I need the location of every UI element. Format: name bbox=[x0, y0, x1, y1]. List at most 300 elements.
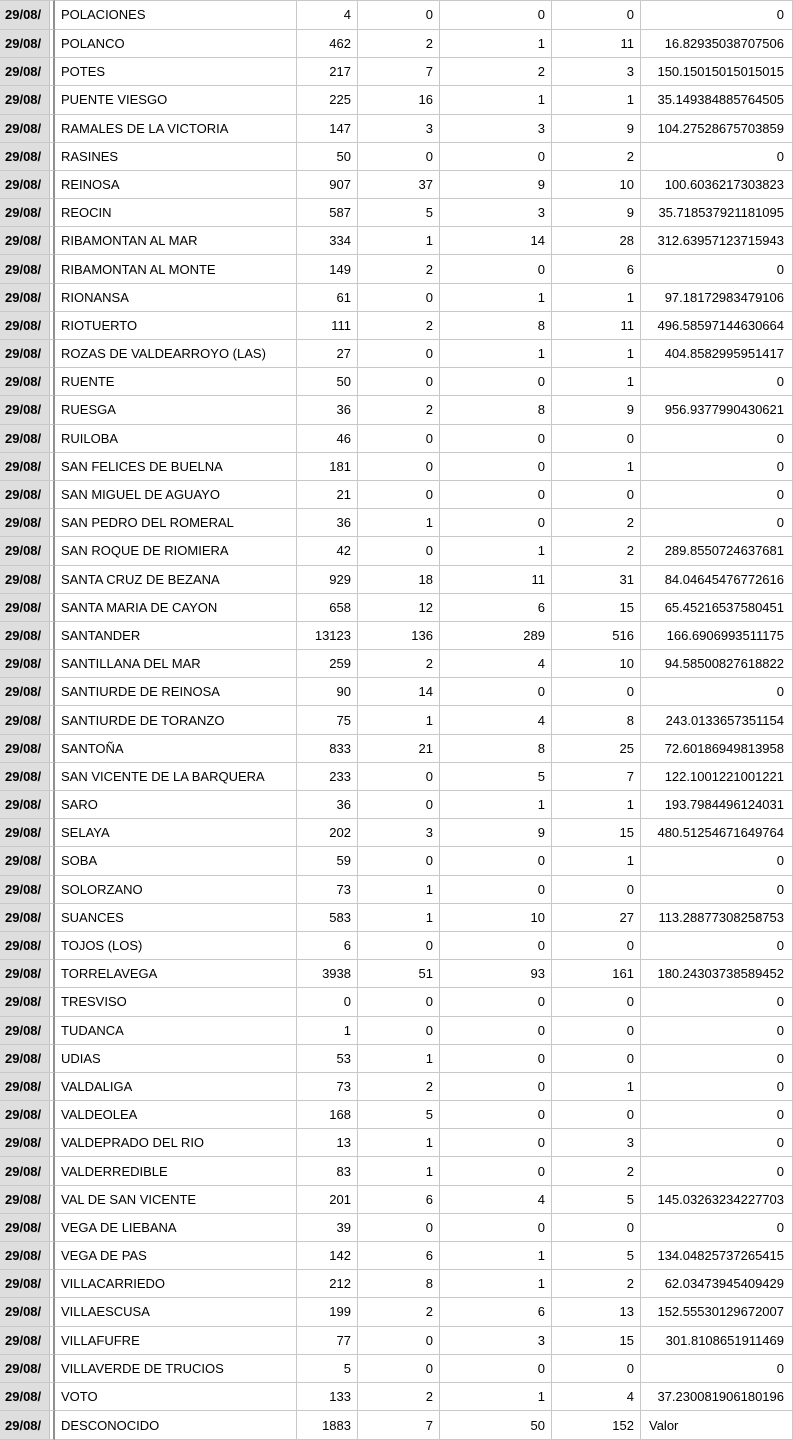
date-cell[interactable]: 29/08/ bbox=[0, 735, 55, 763]
value-cell[interactable]: 13 bbox=[297, 1129, 358, 1157]
municipality-cell[interactable]: SAN VICENTE DE LA BARQUERA bbox=[55, 763, 297, 791]
value-cell[interactable]: 202 bbox=[297, 819, 358, 847]
value-cell[interactable]: 2 bbox=[358, 396, 440, 424]
value-cell[interactable]: 0 bbox=[552, 1017, 641, 1045]
value-cell[interactable]: 0 bbox=[440, 932, 552, 960]
date-cell[interactable]: 29/08/ bbox=[0, 594, 55, 622]
value-cell[interactable]: 7 bbox=[358, 1411, 440, 1440]
value-cell[interactable]: 4 bbox=[440, 650, 552, 678]
value-cell[interactable]: 1 bbox=[358, 876, 440, 904]
value-cell[interactable]: 5 bbox=[552, 1186, 641, 1214]
value-cell[interactable]: 1 bbox=[552, 791, 641, 819]
valor-cell[interactable]: 166.6906993511175 bbox=[641, 622, 793, 650]
date-cell[interactable]: 29/08/ bbox=[0, 425, 55, 453]
municipality-cell[interactable]: SAN FELICES DE BUELNA bbox=[55, 453, 297, 481]
value-cell[interactable]: 3 bbox=[358, 115, 440, 143]
value-cell[interactable]: 11 bbox=[440, 566, 552, 594]
valor-cell[interactable]: 0 bbox=[641, 255, 793, 283]
date-cell[interactable]: 29/08/ bbox=[0, 1355, 55, 1383]
valor-cell[interactable]: 0 bbox=[641, 425, 793, 453]
date-cell[interactable]: 29/08/ bbox=[0, 1383, 55, 1411]
value-cell[interactable]: 0 bbox=[358, 0, 440, 30]
value-cell[interactable]: 2 bbox=[440, 58, 552, 86]
value-cell[interactable]: 0 bbox=[440, 1045, 552, 1073]
date-cell[interactable]: 29/08/ bbox=[0, 1270, 55, 1298]
value-cell[interactable]: 587 bbox=[297, 199, 358, 227]
valor-cell[interactable]: 113.28877308258753 bbox=[641, 904, 793, 932]
municipality-cell[interactable]: VILLAESCUSA bbox=[55, 1298, 297, 1326]
value-cell[interactable]: 15 bbox=[552, 819, 641, 847]
value-cell[interactable]: 8 bbox=[440, 396, 552, 424]
value-cell[interactable]: 0 bbox=[440, 1101, 552, 1129]
valor-cell[interactable]: 16.82935038707506 bbox=[641, 30, 793, 58]
date-cell[interactable]: 29/08/ bbox=[0, 932, 55, 960]
value-cell[interactable]: 12 bbox=[358, 594, 440, 622]
value-cell[interactable]: 5 bbox=[358, 199, 440, 227]
value-cell[interactable]: 75 bbox=[297, 706, 358, 734]
value-cell[interactable]: 1 bbox=[440, 284, 552, 312]
value-cell[interactable]: 28 bbox=[552, 227, 641, 255]
value-cell[interactable]: 0 bbox=[358, 988, 440, 1016]
date-cell[interactable]: 29/08/ bbox=[0, 58, 55, 86]
date-cell[interactable]: 29/08/ bbox=[0, 791, 55, 819]
value-cell[interactable]: 3 bbox=[440, 199, 552, 227]
municipality-cell[interactable]: DESCONOCIDO bbox=[55, 1411, 297, 1440]
valor-cell[interactable]: 0 bbox=[641, 143, 793, 171]
date-cell[interactable]: 29/08/ bbox=[0, 171, 55, 199]
value-cell[interactable]: 10 bbox=[552, 650, 641, 678]
valor-cell[interactable]: 145.03263234227703 bbox=[641, 1186, 793, 1214]
value-cell[interactable]: 9 bbox=[440, 171, 552, 199]
municipality-cell[interactable]: VOTO bbox=[55, 1383, 297, 1411]
valor-cell[interactable]: 97.18172983479106 bbox=[641, 284, 793, 312]
value-cell[interactable]: 0 bbox=[552, 988, 641, 1016]
date-cell[interactable]: 29/08/ bbox=[0, 368, 55, 396]
value-cell[interactable]: 46 bbox=[297, 425, 358, 453]
value-cell[interactable]: 3938 bbox=[297, 960, 358, 988]
value-cell[interactable]: 0 bbox=[440, 1073, 552, 1101]
date-cell[interactable]: 29/08/ bbox=[0, 960, 55, 988]
value-cell[interactable]: 0 bbox=[440, 1355, 552, 1383]
value-cell[interactable]: 11 bbox=[552, 30, 641, 58]
value-cell[interactable]: 16 bbox=[358, 86, 440, 114]
value-cell[interactable]: 0 bbox=[358, 1327, 440, 1355]
value-cell[interactable]: 0 bbox=[552, 876, 641, 904]
date-cell[interactable]: 29/08/ bbox=[0, 1327, 55, 1355]
date-cell[interactable]: 29/08/ bbox=[0, 988, 55, 1016]
value-cell[interactable]: 0 bbox=[358, 425, 440, 453]
value-cell[interactable]: 0 bbox=[440, 678, 552, 706]
value-cell[interactable]: 1 bbox=[440, 1383, 552, 1411]
value-cell[interactable]: 0 bbox=[440, 1157, 552, 1185]
value-cell[interactable]: 9 bbox=[552, 115, 641, 143]
date-cell[interactable]: 29/08/ bbox=[0, 1157, 55, 1185]
municipality-cell[interactable]: RUENTE bbox=[55, 368, 297, 396]
date-cell[interactable]: 29/08/ bbox=[0, 678, 55, 706]
value-cell[interactable]: 1 bbox=[358, 1045, 440, 1073]
date-cell[interactable]: 29/08/ bbox=[0, 0, 55, 30]
date-cell[interactable]: 29/08/ bbox=[0, 30, 55, 58]
valor-cell[interactable]: 84.04645476772616 bbox=[641, 566, 793, 594]
date-cell[interactable]: 29/08/ bbox=[0, 876, 55, 904]
valor-cell[interactable]: 956.9377990430621 bbox=[641, 396, 793, 424]
date-cell[interactable]: 29/08/ bbox=[0, 1214, 55, 1242]
value-cell[interactable]: 73 bbox=[297, 876, 358, 904]
municipality-cell[interactable]: SARO bbox=[55, 791, 297, 819]
value-cell[interactable]: 3 bbox=[552, 1129, 641, 1157]
municipality-cell[interactable]: VAL DE SAN VICENTE bbox=[55, 1186, 297, 1214]
valor-cell[interactable]: 0 bbox=[641, 1214, 793, 1242]
value-cell[interactable]: 2 bbox=[358, 1298, 440, 1326]
value-cell[interactable]: 10 bbox=[552, 171, 641, 199]
valor-cell[interactable]: 243.0133657351154 bbox=[641, 706, 793, 734]
date-cell[interactable]: 29/08/ bbox=[0, 1045, 55, 1073]
valor-cell[interactable]: 0 bbox=[641, 932, 793, 960]
value-cell[interactable]: 0 bbox=[552, 1101, 641, 1129]
municipality-cell[interactable]: SUANCES bbox=[55, 904, 297, 932]
municipality-cell[interactable]: UDIAS bbox=[55, 1045, 297, 1073]
value-cell[interactable]: 11 bbox=[552, 312, 641, 340]
date-cell[interactable]: 29/08/ bbox=[0, 396, 55, 424]
value-cell[interactable]: 36 bbox=[297, 396, 358, 424]
value-cell[interactable]: 7 bbox=[552, 763, 641, 791]
municipality-cell[interactable]: VALDERREDIBLE bbox=[55, 1157, 297, 1185]
value-cell[interactable]: 0 bbox=[440, 368, 552, 396]
value-cell[interactable]: 142 bbox=[297, 1242, 358, 1270]
municipality-cell[interactable]: VILLAVERDE DE TRUCIOS bbox=[55, 1355, 297, 1383]
municipality-cell[interactable]: POLACIONES bbox=[55, 0, 297, 30]
municipality-cell[interactable]: SANTIURDE DE TORANZO bbox=[55, 706, 297, 734]
value-cell[interactable]: 8 bbox=[358, 1270, 440, 1298]
value-cell[interactable]: 0 bbox=[358, 1017, 440, 1045]
value-cell[interactable]: 161 bbox=[552, 960, 641, 988]
value-cell[interactable]: 168 bbox=[297, 1101, 358, 1129]
value-cell[interactable]: 0 bbox=[552, 1214, 641, 1242]
value-cell[interactable]: 15 bbox=[552, 594, 641, 622]
value-cell[interactable]: 111 bbox=[297, 312, 358, 340]
date-cell[interactable]: 29/08/ bbox=[0, 115, 55, 143]
date-cell[interactable]: 29/08/ bbox=[0, 1186, 55, 1214]
municipality-cell[interactable]: RUILOBA bbox=[55, 425, 297, 453]
value-cell[interactable]: 5 bbox=[552, 1242, 641, 1270]
value-cell[interactable]: 1 bbox=[358, 706, 440, 734]
municipality-cell[interactable]: SELAYA bbox=[55, 819, 297, 847]
valor-cell[interactable]: 0 bbox=[641, 0, 793, 30]
value-cell[interactable]: 61 bbox=[297, 284, 358, 312]
municipality-cell[interactable]: PUENTE VIESGO bbox=[55, 86, 297, 114]
value-cell[interactable]: 2 bbox=[358, 1383, 440, 1411]
date-cell[interactable]: 29/08/ bbox=[0, 650, 55, 678]
value-cell[interactable]: 42 bbox=[297, 537, 358, 565]
municipality-cell[interactable]: RASINES bbox=[55, 143, 297, 171]
municipality-cell[interactable]: POLANCO bbox=[55, 30, 297, 58]
municipality-cell[interactable]: SANTA MARIA DE CAYON bbox=[55, 594, 297, 622]
municipality-cell[interactable]: VILLACARRIEDO bbox=[55, 1270, 297, 1298]
date-cell[interactable]: 29/08/ bbox=[0, 1129, 55, 1157]
municipality-cell[interactable]: TUDANCA bbox=[55, 1017, 297, 1045]
value-cell[interactable]: 1 bbox=[552, 368, 641, 396]
valor-cell[interactable]: 94.58500827618822 bbox=[641, 650, 793, 678]
valor-cell[interactable]: 289.8550724637681 bbox=[641, 537, 793, 565]
value-cell[interactable]: 0 bbox=[358, 763, 440, 791]
date-cell[interactable]: 29/08/ bbox=[0, 481, 55, 509]
value-cell[interactable]: 4 bbox=[297, 0, 358, 30]
value-cell[interactable]: 27 bbox=[297, 340, 358, 368]
value-cell[interactable]: 10 bbox=[440, 904, 552, 932]
valor-cell[interactable]: 0 bbox=[641, 1355, 793, 1383]
value-cell[interactable]: 1 bbox=[297, 1017, 358, 1045]
municipality-cell[interactable]: REINOSA bbox=[55, 171, 297, 199]
valor-cell[interactable]: 0 bbox=[641, 1101, 793, 1129]
date-cell[interactable]: 29/08/ bbox=[0, 453, 55, 481]
value-cell[interactable]: 0 bbox=[358, 847, 440, 875]
valor-cell[interactable]: 0 bbox=[641, 368, 793, 396]
municipality-cell[interactable]: SOBA bbox=[55, 847, 297, 875]
value-cell[interactable]: 0 bbox=[440, 847, 552, 875]
value-cell[interactable]: 181 bbox=[297, 453, 358, 481]
value-cell[interactable]: 1 bbox=[358, 509, 440, 537]
value-cell[interactable]: 3 bbox=[440, 115, 552, 143]
value-cell[interactable]: 0 bbox=[440, 425, 552, 453]
value-cell[interactable]: 0 bbox=[440, 143, 552, 171]
value-cell[interactable]: 0 bbox=[440, 1214, 552, 1242]
valor-cell[interactable]: 100.6036217303823 bbox=[641, 171, 793, 199]
value-cell[interactable]: 77 bbox=[297, 1327, 358, 1355]
value-cell[interactable]: 53 bbox=[297, 1045, 358, 1073]
value-cell[interactable]: 1 bbox=[440, 30, 552, 58]
date-cell[interactable]: 29/08/ bbox=[0, 763, 55, 791]
value-cell[interactable]: 6 bbox=[440, 594, 552, 622]
value-cell[interactable]: 152 bbox=[552, 1411, 641, 1440]
date-cell[interactable]: 29/08/ bbox=[0, 1073, 55, 1101]
value-cell[interactable]: 136 bbox=[358, 622, 440, 650]
value-cell[interactable]: 1 bbox=[552, 847, 641, 875]
municipality-cell[interactable]: SAN PEDRO DEL ROMERAL bbox=[55, 509, 297, 537]
value-cell[interactable]: 8 bbox=[552, 706, 641, 734]
value-cell[interactable]: 133 bbox=[297, 1383, 358, 1411]
valor-cell[interactable]: 0 bbox=[641, 876, 793, 904]
value-cell[interactable]: 73 bbox=[297, 1073, 358, 1101]
municipality-cell[interactable]: SANTOÑA bbox=[55, 735, 297, 763]
value-cell[interactable]: 5 bbox=[358, 1101, 440, 1129]
municipality-cell[interactable]: SAN MIGUEL DE AGUAYO bbox=[55, 481, 297, 509]
valor-cell[interactable]: 0 bbox=[641, 847, 793, 875]
value-cell[interactable]: 1 bbox=[440, 86, 552, 114]
value-cell[interactable]: 462 bbox=[297, 30, 358, 58]
value-cell[interactable]: 50 bbox=[297, 368, 358, 396]
valor-cell[interactable]: 312.63957123715943 bbox=[641, 227, 793, 255]
date-cell[interactable]: 29/08/ bbox=[0, 566, 55, 594]
valor-cell[interactable]: 0 bbox=[641, 988, 793, 1016]
value-cell[interactable]: 13 bbox=[552, 1298, 641, 1326]
valor-cell[interactable]: 480.51254671649764 bbox=[641, 819, 793, 847]
value-cell[interactable]: 929 bbox=[297, 566, 358, 594]
municipality-cell[interactable]: SANTIURDE DE REINOSA bbox=[55, 678, 297, 706]
value-cell[interactable]: 2 bbox=[552, 1157, 641, 1185]
value-cell[interactable]: 1 bbox=[552, 1073, 641, 1101]
value-cell[interactable]: 0 bbox=[358, 1355, 440, 1383]
value-cell[interactable]: 8 bbox=[440, 735, 552, 763]
value-cell[interactable]: 658 bbox=[297, 594, 358, 622]
date-cell[interactable]: 29/08/ bbox=[0, 1017, 55, 1045]
date-cell[interactable]: 29/08/ bbox=[0, 847, 55, 875]
date-cell[interactable]: 29/08/ bbox=[0, 143, 55, 171]
value-cell[interactable]: 13123 bbox=[297, 622, 358, 650]
value-cell[interactable]: 1 bbox=[440, 1242, 552, 1270]
value-cell[interactable]: 14 bbox=[358, 678, 440, 706]
value-cell[interactable]: 6 bbox=[297, 932, 358, 960]
value-cell[interactable]: 1 bbox=[440, 537, 552, 565]
value-cell[interactable]: 0 bbox=[552, 0, 641, 30]
value-cell[interactable]: 9 bbox=[552, 396, 641, 424]
value-cell[interactable]: 15 bbox=[552, 1327, 641, 1355]
value-cell[interactable]: 0 bbox=[552, 932, 641, 960]
valor-cell[interactable]: 0 bbox=[641, 481, 793, 509]
value-cell[interactable]: 2 bbox=[552, 1270, 641, 1298]
value-cell[interactable]: 0 bbox=[552, 678, 641, 706]
value-cell[interactable]: 4 bbox=[552, 1383, 641, 1411]
value-cell[interactable]: 2 bbox=[552, 143, 641, 171]
date-cell[interactable]: 29/08/ bbox=[0, 255, 55, 283]
municipality-cell[interactable]: ROZAS DE VALDEARROYO (LAS) bbox=[55, 340, 297, 368]
value-cell[interactable]: 50 bbox=[440, 1411, 552, 1440]
municipality-cell[interactable]: SAN ROQUE DE RIOMIERA bbox=[55, 537, 297, 565]
value-cell[interactable]: 0 bbox=[358, 453, 440, 481]
value-cell[interactable]: 2 bbox=[358, 30, 440, 58]
value-cell[interactable]: 1 bbox=[358, 1157, 440, 1185]
value-cell[interactable]: 37 bbox=[358, 171, 440, 199]
valor-cell[interactable]: 35.718537921181095 bbox=[641, 199, 793, 227]
value-cell[interactable]: 0 bbox=[552, 481, 641, 509]
value-cell[interactable]: 833 bbox=[297, 735, 358, 763]
municipality-cell[interactable]: SANTA CRUZ DE BEZANA bbox=[55, 566, 297, 594]
value-cell[interactable]: 1 bbox=[552, 284, 641, 312]
value-cell[interactable]: 90 bbox=[297, 678, 358, 706]
value-cell[interactable]: 0 bbox=[440, 876, 552, 904]
municipality-cell[interactable]: RIBAMONTAN AL MAR bbox=[55, 227, 297, 255]
valor-cell[interactable]: 0 bbox=[641, 1157, 793, 1185]
value-cell[interactable]: 7 bbox=[358, 58, 440, 86]
value-cell[interactable]: 233 bbox=[297, 763, 358, 791]
municipality-cell[interactable]: VEGA DE LIEBANA bbox=[55, 1214, 297, 1242]
valor-cell[interactable]: Valor bbox=[641, 1411, 793, 1440]
value-cell[interactable]: 212 bbox=[297, 1270, 358, 1298]
value-cell[interactable]: 59 bbox=[297, 847, 358, 875]
value-cell[interactable]: 0 bbox=[297, 988, 358, 1016]
value-cell[interactable]: 1 bbox=[552, 86, 641, 114]
municipality-cell[interactable]: VEGA DE PAS bbox=[55, 1242, 297, 1270]
municipality-cell[interactable]: RAMALES DE LA VICTORIA bbox=[55, 115, 297, 143]
valor-cell[interactable]: 122.1001221001221 bbox=[641, 763, 793, 791]
value-cell[interactable]: 259 bbox=[297, 650, 358, 678]
valor-cell[interactable]: 0 bbox=[641, 1017, 793, 1045]
date-cell[interactable]: 29/08/ bbox=[0, 1242, 55, 1270]
municipality-cell[interactable]: SANTANDER bbox=[55, 622, 297, 650]
valor-cell[interactable]: 193.7984496124031 bbox=[641, 791, 793, 819]
value-cell[interactable]: 3 bbox=[440, 1327, 552, 1355]
value-cell[interactable]: 0 bbox=[358, 143, 440, 171]
value-cell[interactable]: 0 bbox=[358, 932, 440, 960]
value-cell[interactable]: 50 bbox=[297, 143, 358, 171]
date-cell[interactable]: 29/08/ bbox=[0, 1411, 55, 1440]
valor-cell[interactable]: 65.45216537580451 bbox=[641, 594, 793, 622]
value-cell[interactable]: 0 bbox=[440, 1017, 552, 1045]
municipality-cell[interactable]: TORRELAVEGA bbox=[55, 960, 297, 988]
value-cell[interactable]: 1 bbox=[440, 340, 552, 368]
value-cell[interactable]: 1 bbox=[358, 227, 440, 255]
value-cell[interactable]: 27 bbox=[552, 904, 641, 932]
municipality-cell[interactable]: RIBAMONTAN AL MONTE bbox=[55, 255, 297, 283]
value-cell[interactable]: 2 bbox=[358, 650, 440, 678]
value-cell[interactable]: 0 bbox=[358, 284, 440, 312]
value-cell[interactable]: 5 bbox=[440, 763, 552, 791]
value-cell[interactable]: 0 bbox=[358, 481, 440, 509]
value-cell[interactable]: 1 bbox=[552, 453, 641, 481]
value-cell[interactable]: 583 bbox=[297, 904, 358, 932]
value-cell[interactable]: 21 bbox=[358, 735, 440, 763]
municipality-cell[interactable]: POTES bbox=[55, 58, 297, 86]
value-cell[interactable]: 907 bbox=[297, 171, 358, 199]
value-cell[interactable]: 31 bbox=[552, 566, 641, 594]
value-cell[interactable]: 6 bbox=[552, 255, 641, 283]
date-cell[interactable]: 29/08/ bbox=[0, 904, 55, 932]
municipality-cell[interactable]: SOLORZANO bbox=[55, 876, 297, 904]
date-cell[interactable]: 29/08/ bbox=[0, 1298, 55, 1326]
municipality-cell[interactable]: RUESGA bbox=[55, 396, 297, 424]
municipality-cell[interactable]: TRESVISO bbox=[55, 988, 297, 1016]
valor-cell[interactable]: 0 bbox=[641, 1073, 793, 1101]
value-cell[interactable]: 3 bbox=[552, 58, 641, 86]
value-cell[interactable]: 0 bbox=[440, 0, 552, 30]
value-cell[interactable]: 14 bbox=[440, 227, 552, 255]
value-cell[interactable]: 9 bbox=[440, 819, 552, 847]
municipality-cell[interactable]: VALDEOLEA bbox=[55, 1101, 297, 1129]
value-cell[interactable]: 51 bbox=[358, 960, 440, 988]
date-cell[interactable]: 29/08/ bbox=[0, 227, 55, 255]
value-cell[interactable]: 289 bbox=[440, 622, 552, 650]
value-cell[interactable]: 201 bbox=[297, 1186, 358, 1214]
value-cell[interactable]: 21 bbox=[297, 481, 358, 509]
value-cell[interactable]: 0 bbox=[552, 425, 641, 453]
value-cell[interactable]: 1 bbox=[440, 791, 552, 819]
valor-cell[interactable]: 496.58597144630664 bbox=[641, 312, 793, 340]
value-cell[interactable]: 147 bbox=[297, 115, 358, 143]
value-cell[interactable]: 3 bbox=[358, 819, 440, 847]
value-cell[interactable]: 1883 bbox=[297, 1411, 358, 1440]
municipality-cell[interactable]: VALDEPRADO DEL RIO bbox=[55, 1129, 297, 1157]
date-cell[interactable]: 29/08/ bbox=[0, 706, 55, 734]
valor-cell[interactable]: 0 bbox=[641, 1129, 793, 1157]
date-cell[interactable]: 29/08/ bbox=[0, 199, 55, 227]
valor-cell[interactable]: 0 bbox=[641, 678, 793, 706]
valor-cell[interactable]: 404.8582995951417 bbox=[641, 340, 793, 368]
value-cell[interactable]: 18 bbox=[358, 566, 440, 594]
value-cell[interactable]: 1 bbox=[358, 904, 440, 932]
date-cell[interactable]: 29/08/ bbox=[0, 340, 55, 368]
valor-cell[interactable]: 134.04825737265415 bbox=[641, 1242, 793, 1270]
value-cell[interactable]: 0 bbox=[358, 368, 440, 396]
value-cell[interactable]: 2 bbox=[358, 255, 440, 283]
date-cell[interactable]: 29/08/ bbox=[0, 312, 55, 340]
municipality-cell[interactable]: VALDALIGA bbox=[55, 1073, 297, 1101]
valor-cell[interactable]: 150.15015015015015 bbox=[641, 58, 793, 86]
valor-cell[interactable]: 0 bbox=[641, 509, 793, 537]
value-cell[interactable]: 6 bbox=[358, 1186, 440, 1214]
value-cell[interactable]: 2 bbox=[358, 312, 440, 340]
value-cell[interactable]: 1 bbox=[440, 1270, 552, 1298]
value-cell[interactable]: 0 bbox=[552, 1045, 641, 1073]
value-cell[interactable]: 39 bbox=[297, 1214, 358, 1242]
